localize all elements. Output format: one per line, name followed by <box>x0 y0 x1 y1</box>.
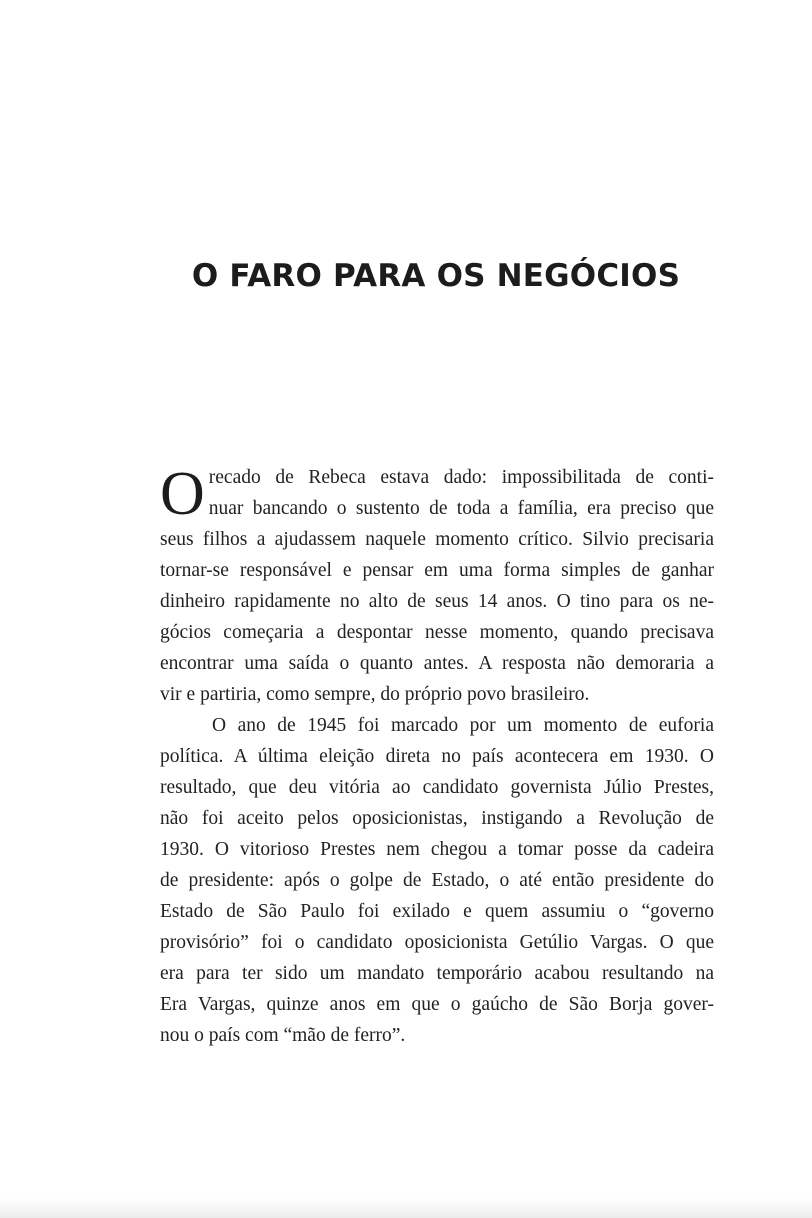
text-line: O ano de 1945 foi marcado por um momento de euforia <box>212 715 714 736</box>
paragraph-1 <box>160 462 714 710</box>
text-line: provisório” foi o candidato oposicionista Getúlio Vargas. O que <box>160 932 714 953</box>
text-line: era para ter sido um mandato temporário acabou resultando na <box>160 963 714 984</box>
text-line: de presidente: após o golpe de Estado, o até então presidente do <box>160 870 714 891</box>
paragraph-2 <box>160 710 714 1051</box>
text-line: 1930. O vitorioso Prestes nem chegou a tomar posse da cadeira <box>160 839 714 860</box>
text-line: Era Vargas, quinze anos em que o gaúcho de São Borja gover- <box>160 994 714 1015</box>
text-line: tornar-se responsável e pensar em uma forma simples de ganhar <box>160 560 714 581</box>
text-line: resultado, que deu vitória ao candidato governista Júlio Prestes, <box>160 777 714 798</box>
text-line: nou o país com “mão de ferro”. <box>160 1025 406 1046</box>
text-line: encontrar uma saída o quanto antes. A resposta não demoraria a <box>160 653 714 674</box>
chapter-title: O FARO PARA OS NEGÓCIOS <box>191 258 681 294</box>
chapter-body <box>160 462 714 1051</box>
text-line: dinheiro rapidamente no alto de seus 14 anos. O tino para os ne- <box>160 591 714 612</box>
text-line: Estado de São Paulo foi exilado e quem assumiu o “governo <box>160 901 714 922</box>
text-line: gócios começaria a despontar nesse momento, quando precisava <box>160 622 714 643</box>
text-line: vir e partiria, como sempre, do próprio povo brasileiro. <box>160 684 590 705</box>
text-line: nuar bancando o sustento de toda a família, era preciso que <box>208 498 714 519</box>
text-line: seus filhos a ajudassem naquele momento crítico. Silvio precisaria <box>160 529 714 550</box>
text-line: recado de Rebeca estava dado: impossibilitada de conti- <box>208 467 714 488</box>
drop-cap: O <box>160 460 205 528</box>
text-line: política. A última eleição direta no país acontecera em 1930. O <box>160 746 714 767</box>
text-line: não foi aceito pelos oposicionistas, instigando a Revolução de <box>160 808 714 829</box>
page-edge-shadow <box>0 1198 812 1218</box>
